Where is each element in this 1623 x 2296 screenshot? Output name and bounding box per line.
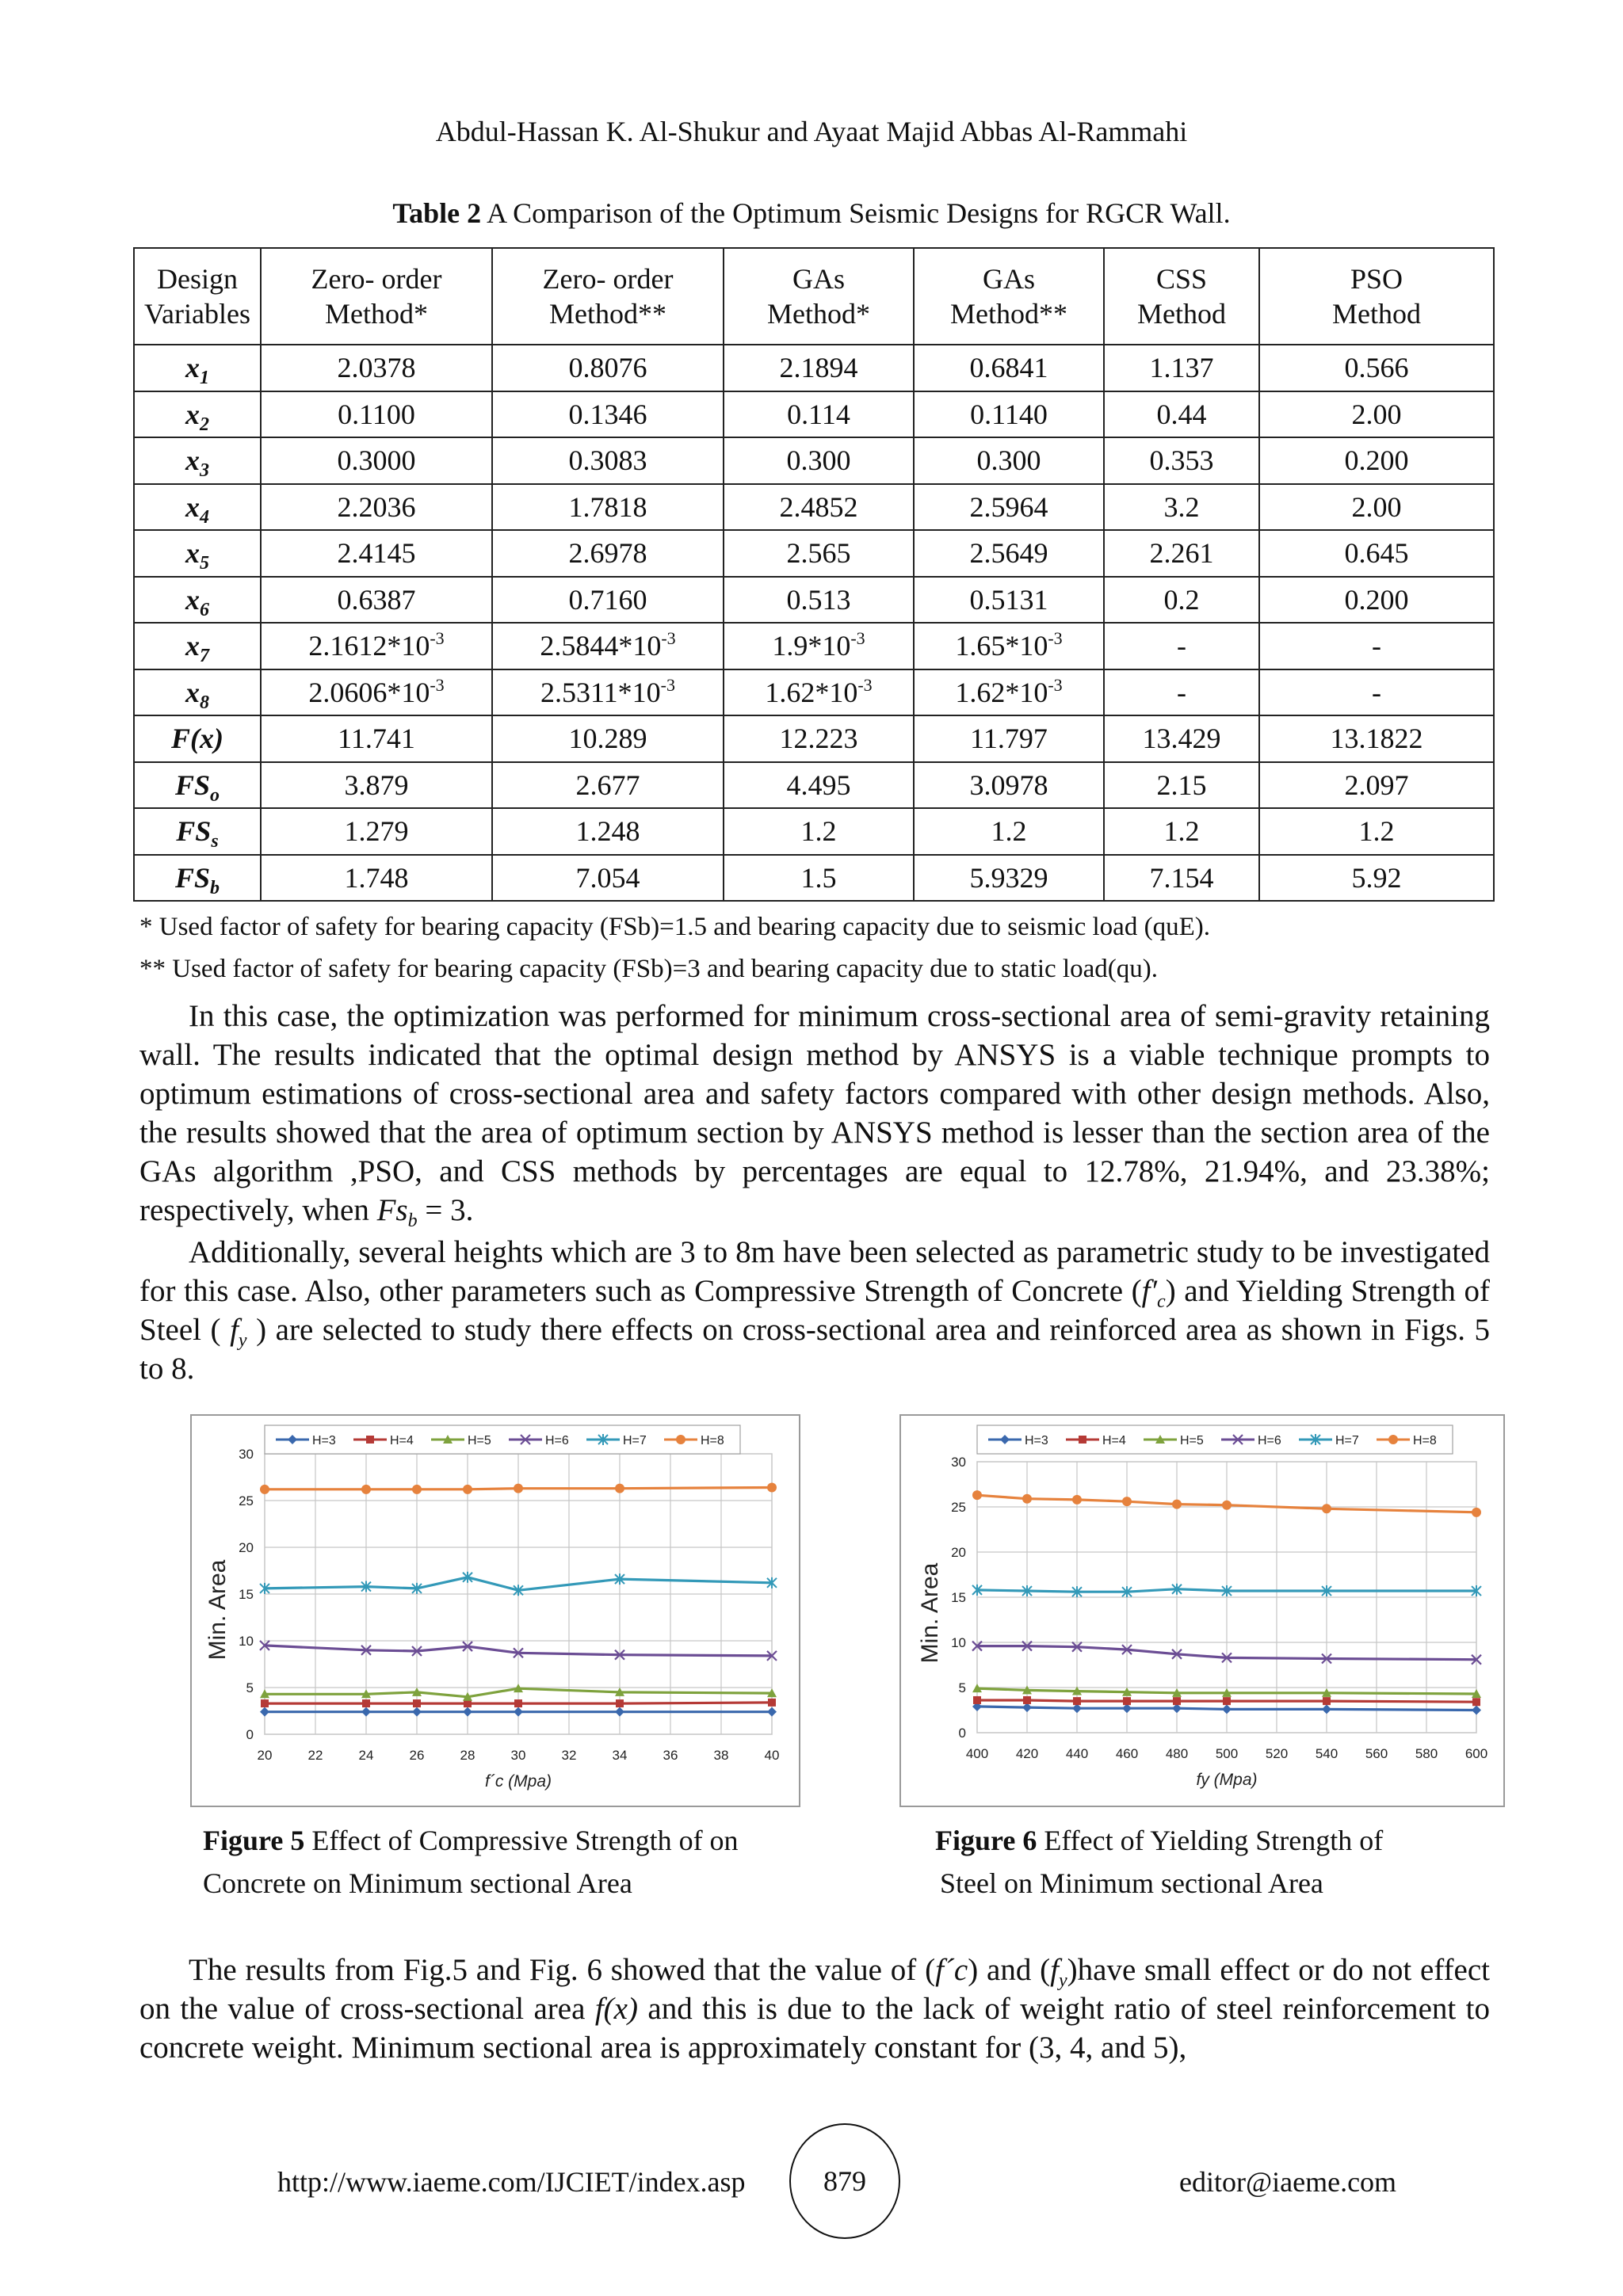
table-cell: 0.114: [724, 391, 914, 438]
table-header-2: Zero- order Method**: [492, 248, 724, 345]
design-variable: $x_7$: [134, 623, 261, 669]
table-cell: 0.1100: [261, 391, 492, 438]
x-tick-label: 600: [1465, 1746, 1488, 1761]
x-axis-label: fy (Mpa): [1196, 1771, 1258, 1789]
table-cell: 2.1894: [724, 345, 914, 391]
table-cell: 0.1346: [492, 391, 724, 438]
table-cell: 2.4145: [261, 530, 492, 577]
data-point: [1172, 1500, 1182, 1509]
table-cell: 2.097: [1259, 762, 1494, 809]
table-cell: -: [1259, 669, 1494, 716]
data-point: [514, 1484, 523, 1493]
data-point: [1072, 1495, 1082, 1505]
legend-label: H=7: [1335, 1434, 1359, 1447]
figure-6-caption-line1: Effect of Yielding Strength of: [1037, 1825, 1384, 1856]
paragraph-1-text: In this case, the optimization was performed for minimum cross-sectional area of semi-gravity retaining wall. The results indicated that the optimal design method by ANSYS is a viable technique prompts to optimum estimations of cross-sectional area and safety factors compared with other design methods. Also, the results showed that the area of optimum section by ANSYS method is lesser than the section area of the GAs algorithm ,PSO, and CSS methods by percentages are equal to 12.78%, 21.94%, and 23.38%; respectively, when $Fs_b = 3$.: [139, 999, 1490, 1231]
table-cell: 0.300: [724, 437, 914, 484]
table-cell: 2.677: [492, 762, 724, 809]
table-row: [134, 437, 1494, 484]
figure-5-label: Figure 5: [203, 1825, 305, 1856]
design-variable: $x_1$: [134, 345, 261, 391]
table-cell: $2.1612*10^{-3}$: [261, 623, 492, 669]
table-header-0: Design Variables: [134, 248, 261, 345]
legend-label: H=6: [545, 1434, 569, 1447]
data-point: [615, 1484, 624, 1493]
legend: [977, 1425, 1453, 1454]
plot-area: [917, 1455, 1487, 1789]
table-cell: 1.7818: [492, 484, 724, 531]
data-point: [1322, 1504, 1331, 1513]
table-cell: 1.279: [261, 808, 492, 855]
table-row: [134, 808, 1494, 855]
table-cell: -: [1259, 623, 1494, 669]
table-cell: $2.0606*10^{-3}$: [261, 669, 492, 716]
table-row: [134, 623, 1494, 669]
table-header-5: CSS Method: [1104, 248, 1259, 345]
table-cell: 2.2036: [261, 484, 492, 531]
table-cell: 0.5131: [914, 577, 1104, 624]
page-number: [789, 2123, 900, 2239]
design-variable: $x_5$: [134, 530, 261, 577]
legend-label: H=7: [623, 1434, 647, 1447]
table-header-4: GAs Method**: [914, 248, 1104, 345]
data-point: [768, 1699, 776, 1707]
table-cell: 13.429: [1104, 715, 1259, 762]
y-tick-label: 15: [951, 1590, 966, 1605]
table-row: [134, 855, 1494, 902]
x-tick-label: 560: [1365, 1746, 1388, 1761]
table-cell: 0.200: [1259, 577, 1494, 624]
x-tick-label: 30: [510, 1748, 526, 1763]
data-point: [973, 1696, 981, 1704]
table-cell: 1.748: [261, 855, 492, 902]
legend: [265, 1425, 740, 1454]
figure-5-chart: [190, 1414, 800, 1807]
table-cell: 2.00: [1259, 391, 1494, 438]
y-tick-label: 10: [239, 1634, 254, 1649]
y-tick-label: 10: [951, 1635, 966, 1650]
figure-6-label: Figure 6: [935, 1825, 1037, 1856]
y-tick-label: 30: [951, 1455, 966, 1470]
page-number-text: 879: [823, 2165, 866, 2197]
table-header-3: GAs Method*: [724, 248, 914, 345]
x-tick-label: 28: [460, 1748, 475, 1763]
table-cell: 0.3083: [492, 437, 724, 484]
x-tick-label: 22: [307, 1748, 323, 1763]
x-tick-label: 460: [1115, 1746, 1139, 1761]
table-cell: 0.645: [1259, 530, 1494, 577]
table-row: [134, 391, 1494, 438]
table-cell: -: [1104, 669, 1259, 716]
data-point: [1472, 1508, 1481, 1517]
table-cell: $1.62*10^{-3}$: [724, 669, 914, 716]
data-point: [1223, 1697, 1231, 1705]
x-tick-label: 480: [1165, 1746, 1189, 1761]
table-cell: 0.3000: [261, 437, 492, 484]
x-tick-label: 440: [1065, 1746, 1089, 1761]
table-cell: 3.879: [261, 762, 492, 809]
table-cell: 7.054: [492, 855, 724, 902]
x-tick-label: 34: [612, 1748, 628, 1763]
y-tick-label: 20: [239, 1540, 254, 1555]
table-note-1: * Used factor of safety for bearing capacity (FSb)=1.5 and bearing capacity due to seismic load (quE).: [139, 913, 1210, 941]
paragraph-3-text: The results from Fig.5 and Fig. 6 showed that the value of (f´c) and $(f_y)have$ small effect or do not effect on the value of cross-sectional area f(x) and this is due to the lack of weight ratio of steel reinforcement to concrete weight. Minimum sectional area is approximately constant for (3, 4, and 5),: [139, 1953, 1491, 2065]
x-tick-label: 40: [764, 1748, 780, 1763]
footer-email-link[interactable]: editor@iaeme.com: [1179, 2166, 1397, 2198]
design-variable: $FS_s$: [134, 808, 261, 855]
data-point: [361, 1485, 371, 1494]
x-tick-label: 500: [1215, 1746, 1239, 1761]
legend-marker: [1388, 1435, 1398, 1444]
footer-url-link[interactable]: http://www.iaeme.com/IJCIET/index.asp: [277, 2166, 746, 2198]
table-cell: $1.9*10^{-3}$: [724, 623, 914, 669]
y-tick-label: 30: [239, 1447, 254, 1462]
table-cell: 0.513: [724, 577, 914, 624]
table-cell: 1.2: [1259, 808, 1494, 855]
table-cell: 11.797: [914, 715, 1104, 762]
figure-5-caption-line1: Effect of Compressive Strength of on: [304, 1825, 739, 1856]
table-cell: 1.2: [1104, 808, 1259, 855]
design-variable: F(x): [134, 715, 261, 762]
paragraph-2-text: Additionally, several heights which are 3 to 8m have been selected as parametric study to be investigated for this case. Also, other parameters such as Compressive Strength of Concrete $(f'_c)$ and Yielding Strength of Steel ( $f_y$ ) are selected to study there effects on cross-sectional area and reinforced area as shown in Figs. 5 to 8.: [139, 1235, 1491, 1386]
y-axis-label: Min. Area: [917, 1562, 943, 1664]
x-tick-label: 20: [257, 1748, 273, 1763]
legend-label: H=3: [312, 1434, 336, 1447]
table-cell: 12.223: [724, 715, 914, 762]
table-cell: $1.65*10^{-3}$: [914, 623, 1104, 669]
y-tick-label: 5: [246, 1680, 254, 1695]
table-row: [134, 715, 1494, 762]
table-cell: 5.92: [1259, 855, 1494, 902]
table-cell: 2.15: [1104, 762, 1259, 809]
legend-label: H=5: [468, 1434, 491, 1447]
data-point: [1022, 1494, 1032, 1504]
legend-marker: [366, 1436, 374, 1444]
x-tick-label: 580: [1415, 1746, 1438, 1761]
table-header-1: Zero- order Method*: [261, 248, 492, 345]
comparison-table: [133, 247, 1495, 902]
legend-label: H=8: [1413, 1434, 1437, 1447]
y-tick-label: 20: [951, 1545, 966, 1560]
table-cell: 0.1140: [914, 391, 1104, 438]
table-row: [134, 577, 1494, 624]
data-point: [413, 1699, 421, 1707]
x-tick-label: 400: [965, 1746, 989, 1761]
figure-5-caption: [203, 1819, 739, 1905]
figure-6-chart: [899, 1414, 1505, 1807]
table-cell: $2.5844*10^{-3}$: [492, 623, 724, 669]
design-variable: $x_4$: [134, 484, 261, 531]
table-cell: 2.565: [724, 530, 914, 577]
legend-label: H=6: [1258, 1434, 1281, 1447]
data-point: [1323, 1697, 1331, 1705]
table-cell: 0.8076: [492, 345, 724, 391]
table-caption-label: Table 2: [392, 197, 482, 229]
data-point: [767, 1482, 777, 1492]
legend-label: H=5: [1180, 1434, 1204, 1447]
x-tick-label: 540: [1315, 1746, 1338, 1761]
data-point: [1023, 1696, 1031, 1704]
design-variable: $FS_o$: [134, 762, 261, 809]
x-tick-label: 32: [561, 1748, 577, 1763]
design-variable: $FS_b$: [134, 855, 261, 902]
table-row: [134, 530, 1494, 577]
design-variable: $x_8$: [134, 669, 261, 716]
legend-marker: [1079, 1436, 1086, 1444]
figure-6-caption: [935, 1819, 1383, 1905]
table-cell: 2.5649: [914, 530, 1104, 577]
table-cell: 2.5964: [914, 484, 1104, 531]
y-tick-label: 0: [246, 1727, 254, 1742]
data-point: [1073, 1697, 1081, 1705]
table-cell: 0.566: [1259, 345, 1494, 391]
table-body: [134, 345, 1494, 901]
data-point: [1122, 1497, 1132, 1506]
paragraph-1: [139, 997, 1490, 1230]
table-caption-text: A Comparison of the Optimum Seismic Designs for RGCR Wall.: [481, 197, 1231, 229]
table-cell: -: [1104, 623, 1259, 669]
chart-fc: [192, 1416, 799, 1806]
table-cell: 0.2: [1104, 577, 1259, 624]
x-tick-label: 420: [1015, 1746, 1039, 1761]
data-point: [1222, 1501, 1232, 1510]
x-tick-label: 36: [663, 1748, 678, 1763]
data-point: [1472, 1698, 1480, 1706]
table-cell: 1.2: [724, 808, 914, 855]
x-tick-label: 24: [358, 1748, 374, 1763]
table-cell: $2.5311*10^{-3}$: [492, 669, 724, 716]
y-tick-label: 25: [239, 1493, 254, 1508]
table-row: [134, 484, 1494, 531]
legend-marker: [676, 1435, 685, 1444]
paragraph-2: [139, 1233, 1490, 1388]
table-row: [134, 762, 1494, 809]
table-cell: 1.5: [724, 855, 914, 902]
x-axis-label: f´c (Mpa): [485, 1772, 552, 1791]
y-tick-label: 5: [958, 1680, 966, 1695]
legend-label: H=3: [1025, 1434, 1048, 1447]
design-variable: $x_6$: [134, 577, 261, 624]
x-tick-label: 26: [409, 1748, 425, 1763]
table-caption: [0, 196, 1623, 230]
table-cell: $1.62*10^{-3}$: [914, 669, 1104, 716]
data-point: [1173, 1697, 1181, 1705]
table-cell: 5.9329: [914, 855, 1104, 902]
table-cell: 4.495: [724, 762, 914, 809]
table-cell: 13.1822: [1259, 715, 1494, 762]
legend-label: H=8: [701, 1434, 724, 1447]
table-cell: 2.6978: [492, 530, 724, 577]
data-point: [463, 1485, 472, 1494]
table-cell: 2.4852: [724, 484, 914, 531]
legend-label: H=4: [1102, 1434, 1126, 1447]
table-cell: 3.0978: [914, 762, 1104, 809]
plot-area: [204, 1447, 779, 1791]
table-header-row: [134, 248, 1494, 345]
y-tick-label: 0: [958, 1726, 966, 1741]
table-cell: 7.154: [1104, 855, 1259, 902]
table-cell: 10.289: [492, 715, 724, 762]
table-row: [134, 669, 1494, 716]
paragraph-3: [139, 1951, 1490, 2067]
legend-label: H=4: [390, 1434, 414, 1447]
data-point: [972, 1490, 982, 1500]
design-variable: $x_2$: [134, 391, 261, 438]
table-cell: 0.200: [1259, 437, 1494, 484]
data-point: [362, 1699, 370, 1707]
figure-6-caption-line2: Steel on Minimum sectional Area: [940, 1867, 1323, 1899]
table-cell: 2.00: [1259, 484, 1494, 531]
table-cell: 0.44: [1104, 391, 1259, 438]
y-tick-label: 25: [951, 1500, 966, 1515]
data-point: [412, 1485, 422, 1494]
data-point: [261, 1699, 269, 1707]
table-cell: 0.6841: [914, 345, 1104, 391]
table-cell: 0.7160: [492, 577, 724, 624]
table-cell: 0.300: [914, 437, 1104, 484]
table-cell: 0.6387: [261, 577, 492, 624]
table-cell: 1.137: [1104, 345, 1259, 391]
x-tick-label: 520: [1265, 1746, 1289, 1761]
table-cell: 1.248: [492, 808, 724, 855]
data-point: [514, 1699, 522, 1707]
table-cell: 1.2: [914, 808, 1104, 855]
running-head: Abdul-Hassan K. Al-Shukur and Ayaat Majid Abbas Al-Rammahi: [435, 116, 1188, 147]
data-point: [1123, 1697, 1131, 1705]
chart-fy: [901, 1416, 1503, 1806]
table-cell: 2.0378: [261, 345, 492, 391]
y-tick-label: 15: [239, 1587, 254, 1602]
figure-5-caption-line2: Concrete on Minimum sectional Area: [203, 1867, 632, 1899]
table-header-6: PSO Method: [1259, 248, 1494, 345]
table-cell: 3.2: [1104, 484, 1259, 531]
table-cell: 11.741: [261, 715, 492, 762]
x-tick-label: 38: [713, 1748, 729, 1763]
table-row: [134, 345, 1494, 391]
table-cell: 2.261: [1104, 530, 1259, 577]
data-point: [260, 1485, 269, 1494]
data-point: [616, 1699, 624, 1707]
table-cell: 0.353: [1104, 437, 1259, 484]
design-variable: $x_3$: [134, 437, 261, 484]
y-axis-label: Min. Area: [204, 1559, 231, 1661]
table-note-2: ** Used factor of safety for bearing capacity (FSb)=3 and bearing capacity due to static load(qu).: [139, 955, 1158, 983]
